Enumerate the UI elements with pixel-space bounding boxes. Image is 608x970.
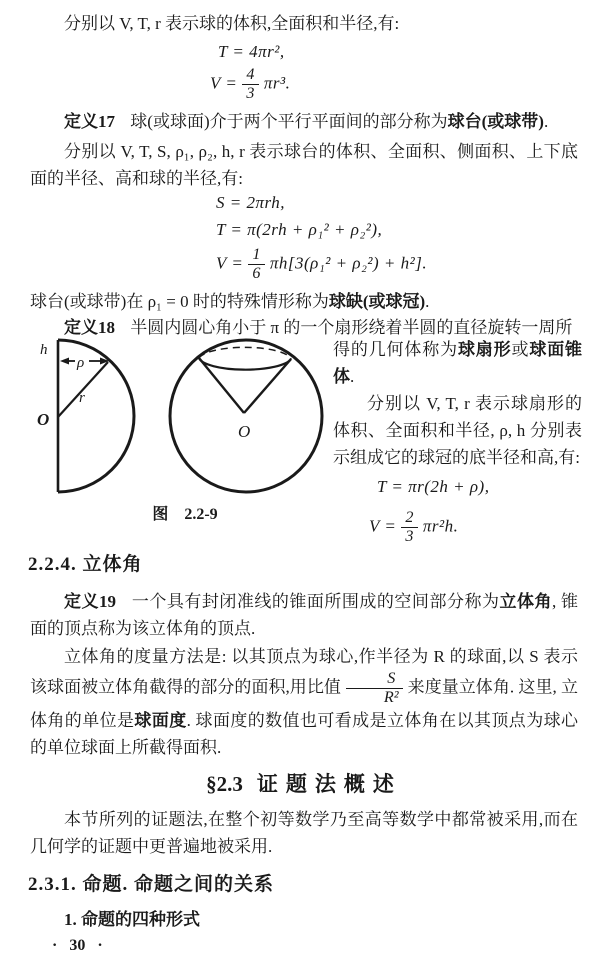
figure-caption-label: 图 [152,506,169,523]
cap-ellipse-front [199,358,291,370]
page-number: · 30 · [52,937,103,954]
diagram-semicircle-sector [30,334,155,499]
fraction-numerator: 1 [252,246,261,263]
label-r: r [79,390,85,406]
definition-17 [30,108,578,135]
subsection-heading-proposition-forms: 1. 命题的四种形式 [64,910,200,929]
definition-label: 定义17 [64,112,115,131]
measure-text: 来度量立体角. 这里, 立体角的单位是 [30,677,579,731]
formula-rhs: πh[3(ρ₁² + ρ₂²) + h²]. [269,253,428,273]
rho-arrowhead-left [60,358,69,365]
sphere-circle [170,340,322,492]
measure-text-end: . 球面度的数值也可看成是立体角在以其顶点为球心的单位球面上所截得面积. [30,711,579,758]
paragraph-sphere-intro: 分别以 V, T, r 表示球的体积,全面积和半径,有: [64,14,400,33]
section-title: 证题法概述 [256,772,402,796]
fraction [401,509,418,546]
formula-zone-volume [216,246,427,283]
paragraph-solid-angle-measure [30,643,578,761]
label-rho: ρ [77,355,85,371]
sector-text: 或 [511,340,530,359]
fraction-denominator: R² [346,688,403,707]
paragraph-sector-definition-cont [333,336,582,390]
formula-rhs: πr³. [263,73,291,93]
fraction-denominator: 3 [401,527,418,546]
paragraph-sector-intro: 分别以 V, T, r 表示球扇形的体积、全面积和半径, ρ, h 分别表示组成它的球冠的底半径和高,有: [333,394,582,467]
label-center-O: O [238,422,251,441]
label-center-O: O [37,410,50,429]
section-heading-2-3 [0,768,608,798]
paragraph-spherical-cap [30,288,578,315]
figure-2-2-9 [30,334,327,499]
figure-caption [30,501,340,524]
term-bold: 立体角 [499,592,553,611]
term-bold: 球缺(或球冠) [328,292,426,311]
fraction-denominator: 6 [248,264,265,283]
definition-19 [30,588,578,642]
definition-text: 半圆内圆心角小于 π 的一个扇形绕着半圆的直径旋转一周所 [130,318,573,337]
section-number: §2.3 [206,772,243,796]
section-heading-2-3-1: 2.3.1. 命题. 命题之间的关系 [28,874,275,895]
paragraph-zone-intro: 分别以 V, T, S, ρ₁, ρ₂, h, r 表示球台的体积、全面积、侧面积、上下底面的半径、高和球的半径,有: [30,142,578,188]
section-heading-2-2-4: 2.2.4. 立体角 [28,554,143,575]
sector-text: 得的几何体称为 [333,340,458,359]
definition-label: 定义19 [64,592,117,611]
diagram-sphere-cone [165,334,327,499]
formula-zone-total-area: T = π(2rh + ρ₁² + ρ₂²), [216,220,383,239]
term-bold: 球扇形 [457,340,512,359]
fraction-numerator: 4 [246,66,255,83]
fraction [346,670,403,707]
formula-lhs: V = [210,73,238,93]
measure-text: 立体角的度量方法是: 以其顶点为球心,作半径为 R 的球面,以 S 表示该球面被立体角截得的部分的面积,用比值 [30,647,578,697]
fraction [248,246,265,283]
fraction-numerator: 2 [405,509,414,526]
formula-sector-area: T = πr(2h + ρ), [377,477,490,496]
definition-text-end: . [543,112,549,131]
term-bold: 球面锥体 [333,340,583,386]
formula-sector-volume [369,509,582,546]
label-h: h [40,342,48,358]
figure-caption-number: 2.2-9 [184,506,218,523]
fraction-numerator: S [387,670,396,687]
formula-sphere-volume [210,66,290,103]
formula-lhs: V = [216,253,244,273]
formula-rhs: πr²h. [422,516,459,536]
definition-text: 球(或球面)介于两个平行平面间的部分称为 [130,112,448,131]
sector-text-column [333,336,582,546]
fraction [242,66,259,103]
definition-text-end: , 锥面的顶点称为该立体角的顶点. [30,592,579,638]
definition-text: 一个具有封闭准线的锥面所围成的空间部分称为 [131,592,500,611]
term-bold: 球台(或球带) [447,112,544,131]
cap-text: 球台(或球带)在 ρ₁ = 0 时的特殊情形称为 [30,292,329,311]
semicircle-arc [58,340,134,492]
definition-label: 定义18 [64,318,115,337]
cone-edge-left [199,358,244,413]
fraction-denominator: 3 [242,84,259,103]
cap-text-end: . [425,292,430,311]
sector-text-end: . [350,367,355,386]
term-bold: 球面度 [134,711,187,731]
formula-zone-side-area: S = 2πrh, [216,193,286,212]
paragraph-sec23-intro: 本节所列的证题法,在整个初等数学乃至高等数学中都常被采用,而在几何学的证题中更普遍地被采用. [30,810,578,856]
formula-sphere-area: T = 4πr², [218,42,285,61]
formula-lhs: V = [369,516,397,536]
